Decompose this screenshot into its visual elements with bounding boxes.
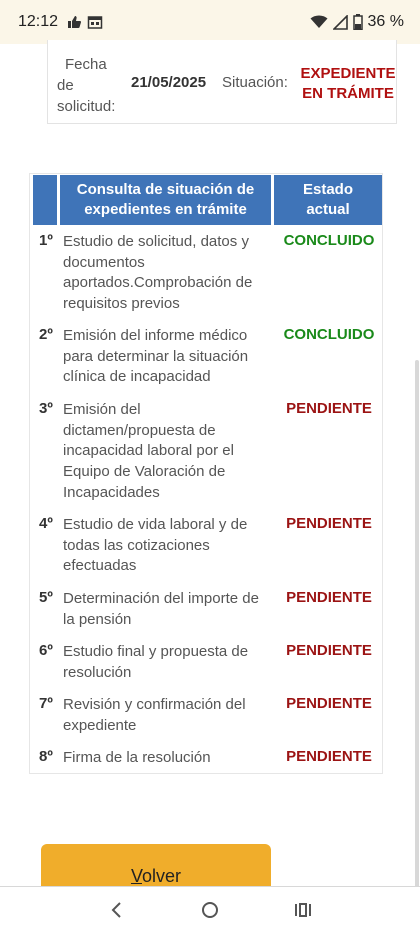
step-number: 2º [39,326,53,343]
request-summary [47,40,397,124]
step-number: 3º [39,400,53,417]
status-bar [0,0,420,44]
step-number: 8º [39,748,53,765]
nav-back-icon [110,901,124,919]
step-description: Estudio final y propuesta de resolución [63,643,249,681]
step-description: Firma de la resolución [63,749,211,766]
nav-back-button[interactable] [97,890,137,930]
fecha-label: Fecha de solicitud: [57,56,116,115]
navigation-bar [0,886,420,933]
header-number-cell [33,175,57,225]
step-number: 7º [39,695,53,712]
step-description: Emisión del dictamen/propuesta de incapacidad laboral por el Equipo de Valoración de Incapacidades [63,401,234,501]
step-status: PENDIENTE [286,642,372,659]
status-right-icons [310,13,404,31]
step-number: 1º [39,232,53,249]
wifi-icon [310,15,328,29]
scrollbar[interactable] [415,360,419,890]
step-status: PENDIENTE [286,695,372,712]
step-status: PENDIENTE [286,748,372,765]
header-step-title: Consulta de situación de expedientes en trámite [60,175,271,225]
nav-recents-button[interactable] [283,890,323,930]
step-description: Determinación del importe de la pensión [63,590,259,628]
step-description: Emisión del informe médico para determinar la situación clínica de incapacidad [63,327,249,386]
nav-recents-icon [294,902,312,918]
calendar-icon [87,14,103,30]
battery-icon [353,14,363,30]
step-status: CONCLUIDO [283,326,375,343]
nav-home-button[interactable] [190,890,230,930]
signal-icon [333,15,348,30]
situacion-label: Situación: [222,74,288,91]
volver-button[interactable]: Volver [41,844,271,892]
step-status: PENDIENTE [286,589,372,606]
step-status: PENDIENTE [286,400,372,417]
step-description: Estudio de solicitud, datos y documentos aportados.Comprobación de requisitos previos [63,233,253,313]
step-number: 6º [39,642,53,659]
battery-percent: 36 % [367,13,404,30]
header-state-title: Estado actual [274,175,382,225]
step-description: Estudio de vida laboral y de todas las cotizaciones efectuadas [63,516,248,575]
table-header [33,175,382,225]
thumbs-up-icon [66,14,82,30]
step-status: PENDIENTE [286,515,372,532]
step-description: Revisión y confirmación del expediente [63,696,246,734]
status-time: 12:12 [18,13,59,30]
step-number: 5º [39,589,53,606]
status-table [29,173,383,774]
step-status: CONCLUIDO [283,232,375,249]
fecha-value: 21/05/2025 [131,74,207,91]
situacion-value: EXPEDIENTE EN TRÁMITE [300,65,396,102]
status-left-icons [66,14,103,30]
nav-home-icon [201,901,219,919]
step-number: 4º [39,515,53,532]
